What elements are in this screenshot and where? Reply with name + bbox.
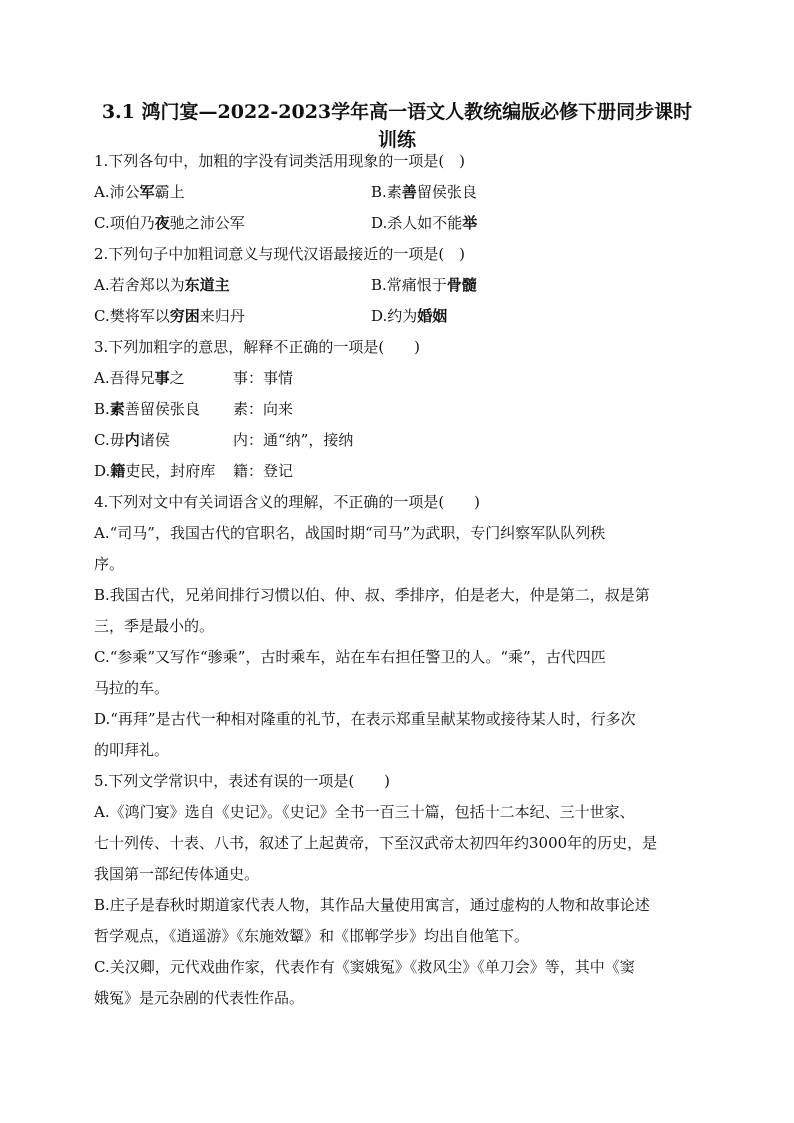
q4-option-c-line1: C.“参乘”又写作“骖乘”，古时乘车，站在车右担任警卫的人。“乘”，古代四匹 (94, 648, 606, 666)
q2-stem: 2.下列句子中加粗词意义与现代汉语最接近的一项是( ) (94, 245, 466, 263)
q3-option-c: C.毋内诸侯 内：通“纳”，接纳 (94, 431, 354, 449)
q5-option-a-line2: 七十列传、十表、八书，叙述了上起黄帝，下至汉武帝太初四年约3000年的历史，是 (94, 834, 658, 852)
q3-option-b: B.素善留侯张良 素：向来 (94, 400, 294, 418)
q4-stem: 4.下列对文中有关词语含义的理解，不正确的一项是( ) (94, 493, 481, 511)
q2-option-a: A.若舍郑以为东道主 (94, 276, 230, 294)
q5-stem: 5.下列文学常识中，表述有误的一项是( ) (94, 772, 391, 790)
doc-title-line2: 训练 (377, 129, 416, 151)
q5-option-c-line1: C.关汉卿，元代戏曲作家，代表作有《窦娥冤》《救风尘》《单刀会》等，其中《窦 (94, 958, 635, 976)
q4-option-b-line2: 三，季是最小的。 (94, 617, 215, 635)
q4-option-a-line1: A.“司马”，我国古代的官职名，战国时期“司马”为武职，专门纠察军队队列秩 (94, 524, 606, 542)
q2-option-d: D.约为婚姻 (371, 307, 448, 325)
q3-stem: 3.下列加粗字的意思，解释不正确的一项是( ) (94, 338, 421, 356)
q3-option-d: D.籍吏民，封府库 籍：登记 (94, 462, 294, 480)
q4-option-a-line2: 序。 (94, 555, 125, 573)
q1-option-d: D.杀人如不能举 (371, 214, 478, 232)
q4-option-d-line2: 的叩拜礼。 (94, 741, 170, 759)
q5-option-a-line1: A.《鸿门宴》选自《史记》。《史记》全书一百三十篇，包括十二本纪、三十世家、 (94, 803, 635, 821)
q2-option-c: C.樊将军以穷困来归丹 (94, 307, 245, 325)
q4-option-c-line2: 马拉的车。 (94, 679, 170, 697)
q1-stem: 1.下列各句中，加粗的字没有词类活用现象的一项是( ) (94, 152, 466, 170)
q4-option-d-line1: D.“再拜”是古代一种相对隆重的礼节，在表示郑重呈献某物或接待某人时，行多次 (94, 710, 636, 728)
q2-option-b: B.常痛恨于骨髓 (371, 276, 477, 294)
doc-title-line1: 3.1 鸿门宴—2022-2023学年高一语文人教统编版必修下册同步课时 (101, 101, 693, 123)
q5-option-a-line3: 我国第一部纪传体通史。 (94, 865, 260, 883)
q3-option-a: A.吾得兄事之 事：事情 (94, 369, 294, 387)
q5-option-b-line2: 哲学观点，《逍遥游》《东施效颦》和《邯郸学步》均出自他笔下。 (94, 927, 530, 945)
q1-option-c: C.项伯乃夜驰之沛公军 (94, 214, 245, 232)
q4-option-b-line1: B.我国古代，兄弟间排行习惯以伯、仲、叔、季排序，伯是老大，仲是第二，叔是第 (94, 586, 650, 604)
q5-option-c-line2: 娥冤》是元杂剧的代表性作品。 (94, 989, 305, 1007)
q5-option-b-line1: B.庄子是春秋时期道家代表人物，其作品大量使用寓言，通过虚构的人物和故事论述 (94, 896, 650, 914)
q1-option-a: A.沛公军霸上 (94, 183, 185, 201)
q1-option-b: B.素善留侯张良 (371, 183, 477, 201)
